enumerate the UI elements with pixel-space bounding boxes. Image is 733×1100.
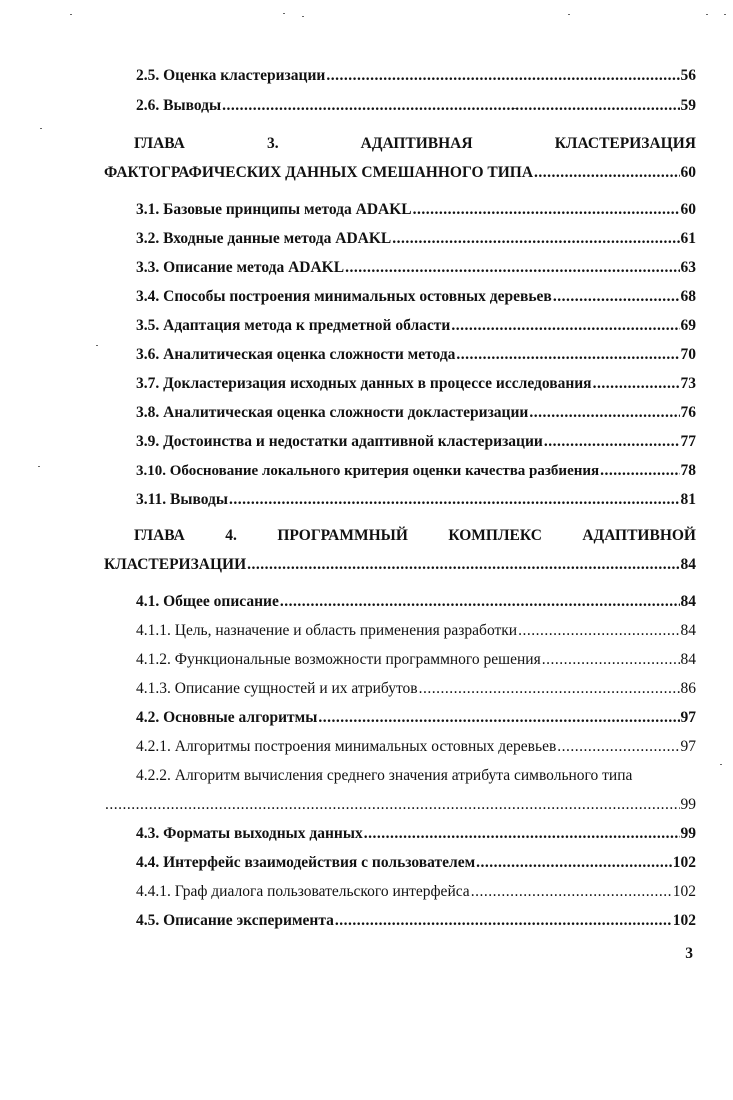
toc-entry-page: 77 (680, 433, 696, 450)
dot-leader (318, 708, 679, 728)
toc-entry-label: 4.2. Основные алгоритмы (136, 709, 318, 726)
scan-speck (38, 466, 40, 467)
toc-entry[interactable] (136, 316, 696, 336)
page-number: 3 (685, 945, 693, 962)
toc-entry-label: 3.3. Описание метода ADAKL (136, 259, 345, 276)
dot-leader (229, 490, 680, 510)
dot-leader (105, 795, 680, 815)
dot-leader (413, 200, 680, 220)
toc-entry-label: 4.1. Общее описание (136, 593, 279, 610)
toc-entry-label: 4.3. Форматы выходных данных (136, 825, 363, 842)
toc-entry[interactable] (136, 258, 696, 278)
toc-entry-page: 99 (680, 796, 696, 813)
toc-entry-label: 4.1.2. Функциональные возможности программного решения (136, 651, 541, 668)
toc-entry-continuation[interactable] (104, 795, 696, 815)
toc-entry[interactable] (136, 432, 696, 452)
scan-speck (40, 128, 42, 129)
chapter-word: 4. (225, 527, 237, 544)
dot-leader (335, 911, 672, 931)
chapter-4-title[interactable] (104, 555, 696, 575)
toc-entry-label: 4.2.2. Алгоритм вычисления среднего значения атрибута символьного типа (136, 767, 633, 784)
toc-entry-label: КЛАСТЕРИЗАЦИИ (104, 556, 247, 573)
toc-entry-page: 56 (680, 67, 696, 84)
chapter-word: АДАПТИВНАЯ (360, 135, 473, 152)
toc-entry-label: 2.5. Оценка кластеризации (136, 67, 326, 84)
dot-leader (476, 853, 672, 873)
toc-entry-page: 84 (680, 556, 696, 573)
toc-entry-label: 3.1. Базовые принципы метода ADAKL (136, 201, 412, 218)
toc-entry-page: 60 (680, 164, 696, 181)
toc-entry-page: 84 (680, 622, 696, 639)
toc-entry-label: 3.11. Выводы (136, 491, 228, 508)
dot-leader (326, 66, 679, 86)
toc-entry[interactable] (136, 403, 696, 423)
toc-entry[interactable] (136, 737, 696, 757)
toc-entry-page: 59 (680, 97, 696, 114)
dot-leader (553, 287, 680, 307)
scan-speck (514, 108, 516, 109)
dot-leader (280, 592, 680, 612)
toc-entry[interactable] (136, 911, 696, 931)
toc-entry[interactable] (136, 66, 696, 86)
chapter-word: КОМПЛЕКС (448, 527, 542, 544)
toc-entry[interactable] (136, 592, 696, 612)
toc-entry[interactable] (136, 461, 696, 481)
toc-entry-wrapped[interactable] (136, 766, 696, 786)
chapter-word: КЛАСТЕРИЗАЦИЯ (554, 135, 696, 152)
dot-leader (557, 737, 679, 757)
toc-entry-label: 3.2. Входные данные метода ADAKL (136, 230, 392, 247)
toc-entry-label: 4.2.1. Алгоритмы построения минимальных остовных деревьев (136, 738, 557, 755)
scan-speck (70, 14, 72, 15)
dot-leader (471, 882, 672, 902)
toc-entry-label: 3.10. Обоснование локального критерия оценки качества разбиения (136, 463, 600, 479)
toc-entry-page: 60 (680, 201, 696, 218)
toc-entry[interactable] (136, 708, 696, 728)
dot-leader (247, 555, 679, 575)
scan-speck (706, 14, 708, 15)
toc-entry-label: 3.7. Докластеризация исходных данных в процессе исследования (136, 375, 592, 392)
toc-entry-label: 3.6. Аналитическая оценка сложности метода (136, 346, 456, 363)
toc-entry-label: 3.4. Способы построения минимальных остовных деревьев (136, 288, 552, 305)
toc-entry-page: 69 (680, 317, 696, 334)
toc-entry-page: 84 (680, 651, 696, 668)
toc-entry-page: 97 (680, 709, 696, 726)
dot-leader (364, 824, 680, 844)
toc-entry[interactable] (136, 679, 696, 699)
toc-entry[interactable] (136, 490, 696, 510)
chapter-3-title[interactable] (104, 163, 696, 183)
toc-entry[interactable] (136, 882, 696, 902)
toc-entry[interactable] (136, 650, 696, 670)
toc-entry[interactable] (136, 824, 696, 844)
toc-entry[interactable] (136, 345, 696, 365)
toc-entry[interactable] (136, 621, 696, 641)
dot-leader (456, 345, 679, 365)
toc-entry[interactable] (136, 200, 696, 220)
toc-entry-page: 76 (680, 404, 696, 421)
toc-entry-page: 102 (672, 883, 696, 900)
dot-leader (534, 163, 679, 183)
toc-entry-label: 4.4.1. Граф диалога пользовательского интерфейса (136, 883, 470, 900)
toc-entry-page: 102 (672, 854, 696, 871)
scan-speck (283, 13, 285, 14)
scan-speck (302, 16, 304, 17)
toc-entry-label: ФАКТОГРАФИЧЕСКИХ ДАННЫХ СМЕШАННОГО ТИПА (104, 164, 534, 181)
toc-entry-page: 70 (680, 346, 696, 363)
toc-entry-page: 61 (680, 230, 696, 247)
chapter-word: 3. (266, 135, 279, 152)
dot-leader (600, 461, 679, 481)
toc-entry-label: 4.4. Интерфейс взаимодействия с пользователем (136, 854, 476, 871)
toc-entry-label: 3.8. Аналитическая оценка сложности докластеризации (136, 404, 529, 421)
toc-entry-page: 99 (680, 825, 696, 842)
chapter-word: ПРОГРАММНЫЙ (277, 527, 408, 544)
toc-entry[interactable] (136, 96, 696, 116)
toc-entry[interactable] (136, 229, 696, 249)
toc-entry-page: 63 (680, 259, 696, 276)
dot-leader (529, 403, 679, 423)
dot-leader (345, 258, 679, 278)
toc-entry-page: 97 (680, 738, 696, 755)
toc-entry-label: 4.1.1. Цель, назначение и область применения разработки (136, 622, 518, 639)
chapter-3-heading[interactable] (134, 134, 696, 154)
toc-entry-label: 4.5. Описание эксперимента (136, 912, 334, 929)
toc-entry[interactable] (136, 287, 696, 307)
dot-leader (593, 374, 680, 394)
chapter-word: ГЛАВА (134, 135, 185, 152)
scan-speck (720, 764, 722, 765)
toc-entry-page: 78 (680, 462, 696, 479)
scan-speck (568, 14, 570, 15)
toc-entry-page: 68 (680, 288, 696, 305)
dot-leader (451, 316, 679, 336)
toc-entry[interactable] (136, 374, 696, 394)
dot-leader (392, 229, 679, 249)
dot-leader (419, 679, 680, 699)
toc-entry-label: 2.6. Выводы (136, 97, 222, 114)
toc-entry-page: 73 (680, 375, 696, 392)
chapter-word: ГЛАВА (134, 527, 185, 544)
toc-entry-page: 102 (672, 912, 696, 929)
toc-entry-page: 84 (680, 593, 696, 610)
toc-entry-page: 81 (680, 491, 696, 508)
dot-leader (518, 621, 679, 641)
chapter-word: АДАПТИВНОЙ (582, 527, 696, 544)
toc-entry-page: 86 (680, 680, 696, 697)
toc-entry[interactable] (136, 853, 696, 873)
dot-leader (222, 96, 679, 116)
dot-leader (542, 650, 680, 670)
toc-entry-label: 3.5. Адаптация метода к предметной области (136, 317, 451, 334)
toc-entry-label: 3.9. Достоинства и недостатки адаптивной кластеризации (136, 433, 543, 450)
dot-leader (544, 432, 680, 452)
scan-speck (724, 14, 726, 15)
chapter-4-heading[interactable] (134, 526, 696, 546)
scan-speck (96, 345, 98, 346)
toc-entry-label: 4.1.3. Описание сущностей и их атрибутов (136, 680, 418, 697)
